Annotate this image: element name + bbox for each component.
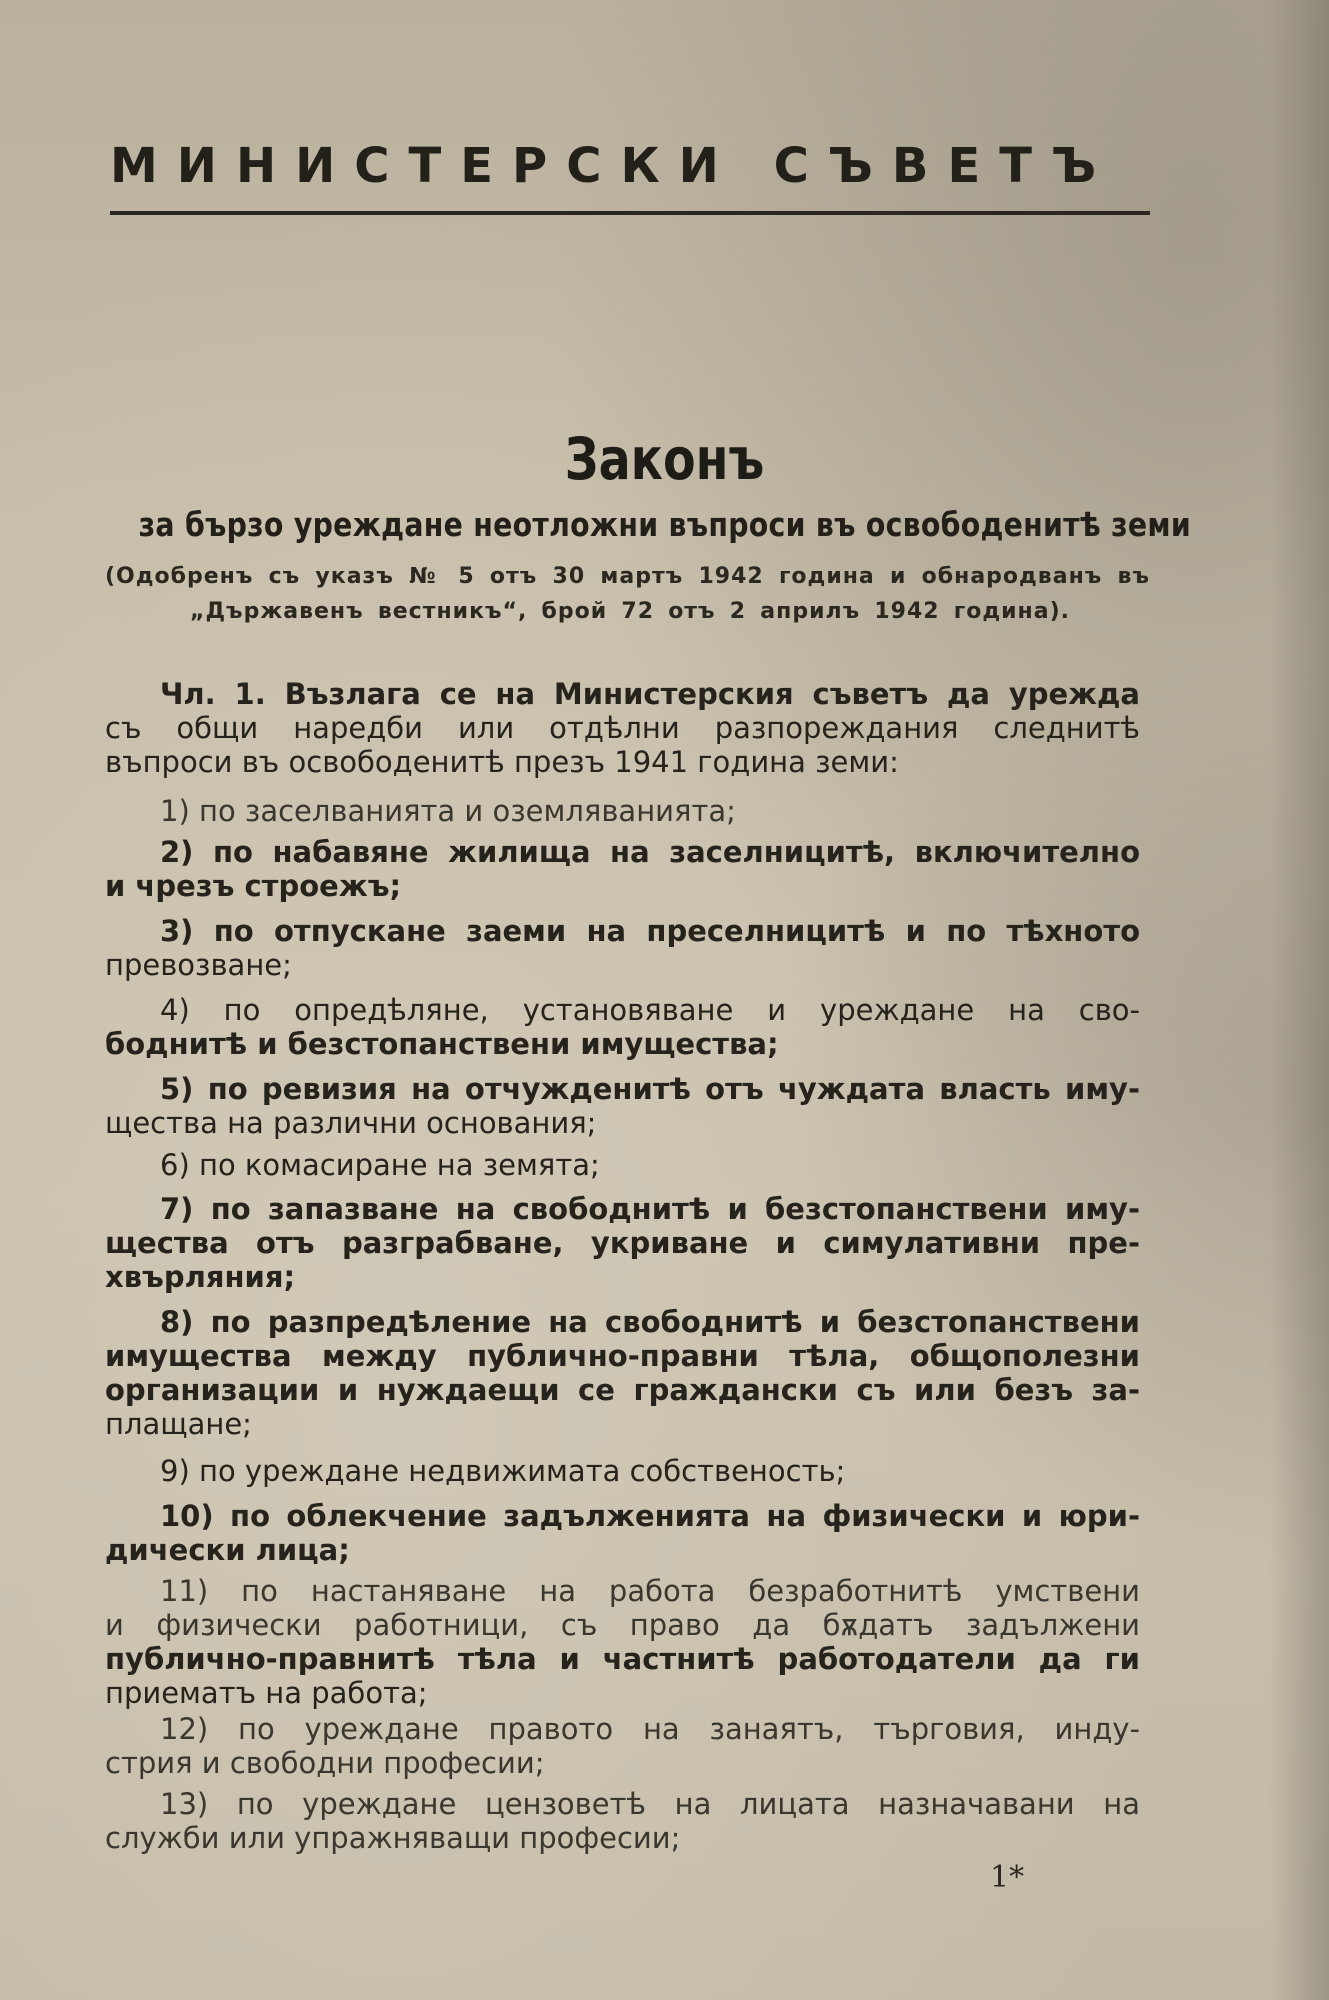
item-13: 13) по уреждане цензоветѣ на лицата назначавани на: [160, 1787, 1140, 1821]
council-heading: МИНИСТЕРСКИ СЪВЕТЪ: [110, 138, 1116, 194]
item-11-cont: приематъ на работа;: [105, 1676, 428, 1710]
item-11: 11) по настаняване на работа безработнитѣ умствени: [160, 1574, 1140, 1608]
item-2-cont: и чрезъ строежъ;: [105, 869, 402, 903]
item-9: 9) по уреждане недвижимата собственость;: [160, 1454, 846, 1488]
item-8-cont: имущества между публично-правни тѣла, общополезни: [105, 1339, 1140, 1373]
item-4-cont: боднитѣ и безстопанствени имущества;: [105, 1027, 779, 1061]
body-line: съ общи наредби или отдѣлни разпореждания следнитѣ: [105, 711, 1140, 745]
item-7-cont: хвърляния;: [105, 1260, 296, 1294]
law-subtitle: [0, 505, 1329, 544]
item-12: 12) по уреждане правото на занаятъ, търговия, инду-: [160, 1712, 1140, 1746]
item-8-cont: плащане;: [105, 1407, 252, 1441]
law-title: Законъ: [564, 425, 765, 493]
law-subtitle-text: за бързо уреждане неотложни въпроси въ освободенитѣ земи: [138, 505, 1191, 544]
item-6: 6) по комасиране на земята;: [160, 1148, 600, 1182]
item-7-cont: щества отъ разграбване, укриване и симулативни пре-: [105, 1226, 1140, 1260]
item-12-cont: стрия и свободни професии;: [105, 1746, 545, 1780]
item-13-cont: служби или упражняващи професии;: [105, 1821, 681, 1855]
article-1-intro: Чл. 1. Възлага се на Министерския съветъ да урежда: [160, 677, 1140, 711]
item-4: 4) по опредѣляне, установяване и уреждане на сво-: [160, 993, 1140, 1027]
item-8-cont: организации и нуждаещи се граждански съ или безъ за-: [105, 1373, 1140, 1407]
item-3: 3) по отпускане заеми на преселницитѣ и по тѣхното: [160, 914, 1140, 948]
item-3-cont: превозване;: [105, 948, 292, 982]
page-number: 1*: [990, 1860, 1025, 1895]
item-1: 1) по заселванията и оземляванията;: [160, 794, 736, 828]
approval-note-line-1: (Одобренъ съ указъ № 5 отъ 30 мартъ 1942 година и обнародванъ въ: [105, 564, 1150, 589]
item-8: 8) по разпредѣление на свободнитѣ и безстопанствени: [160, 1305, 1140, 1339]
item-10: 10) по облекчение задълженията на физически и юри-: [160, 1499, 1140, 1533]
item-11-cont: и физически работници, съ право да бѫдатъ задължени: [105, 1608, 1140, 1642]
item-5-cont: щества на различни основания;: [105, 1106, 597, 1140]
item-5: 5) по ревизия на отчужденитѣ отъ чуждата власть иму-: [160, 1072, 1140, 1106]
heading-rule: [110, 211, 1150, 215]
item-10-cont: дически лица;: [105, 1533, 350, 1567]
item-7: 7) по запазване на свободнитѣ и безстопанствени иму-: [160, 1192, 1140, 1226]
approval-note-line-2: „Държавенъ вестникъ“, брой 72 отъ 2 априлъ 1942 година).: [190, 599, 1070, 624]
body-line: въпроси въ освободенитѣ презъ 1941 година земи:: [105, 745, 899, 779]
item-2: 2) по набавяне жилища на заселницитѣ, включително: [160, 835, 1140, 869]
item-11-cont: публично-правнитѣ тѣла и частнитѣ работодатели да ги: [105, 1642, 1140, 1676]
page-shadow-edge: [1269, 0, 1329, 2000]
